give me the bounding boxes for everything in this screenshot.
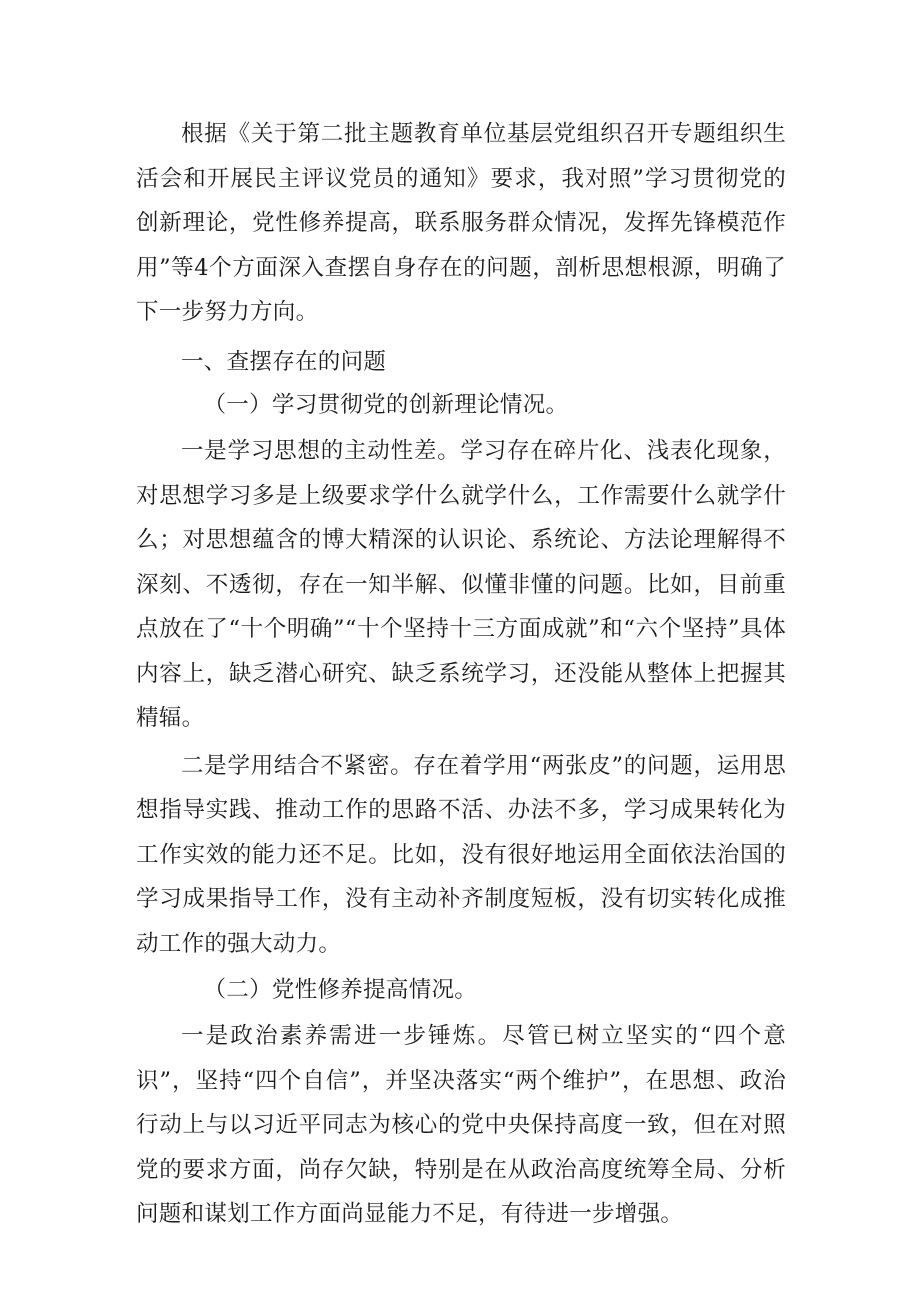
subsection-1-paragraph-2: 二是学用结合不紧密。存在着学用“两张皮”的问题，运用思想指导实践、推动工作的思路不活、办法不多，学习成果转化为工作实效的能力还不足。比如，没有很好地运用全面依法治国的学习成果指导工作，没有主动补齐制度短板，没有切实转化成推动工作的强大动力。 xyxy=(136,752,786,957)
subsection-heading-2: （二）党性修养提高情况。 xyxy=(203,977,478,1003)
section-heading-1: 一、查摆存在的问题 xyxy=(181,348,387,375)
intro-paragraph: 根据《关于第二批主题教育单位基层党组织召开专题组织生活会和开展民主评议党员的通知》要求，我对照”学习贯彻党的创新理论，党性修养提高，联系服务群众情况，发挥先锋模范作用”等4个方面深入查摆自身存在的问题，剖析思想根源，明确了下一步努力方向。 xyxy=(136,121,786,325)
subsection-1-paragraph-1: 一是学习思想的主动性差。学习存在碎片化、浅表化现象，对思想学习多是上级要求学什么就学什么，工作需要什么就学什么；对思想蕴含的博大精深的认识论、系统论、方法论理解得不深刻、不透彻，存在一知半解、似懂非懂的问题。比如，目前重点放在了“十个明确”“十个坚持十三方面成就”和“六个坚持”具体内容上，缺乏潜心研究、缺乏系统学习，还没能从整体上把握其精辐。 xyxy=(136,438,786,731)
subsection-heading-1: （一）学习贯彻党的创新理论情况。 xyxy=(203,392,569,418)
subsection-2-paragraph-1: 一是政治素养需进一步锤炼。尽管已树立坚实的“四个意识”，坚持“四个自信”，并坚决落实“两个维护”，在思想、政治行动上与以习近平同志为核心的党中央保持高度一致，但在对照党的要求方面，尚存欠缺，特别是在从政治高度统筹全局、分析问题和谋划工作方面尚显能力不足，有待进一步增强。 xyxy=(136,1023,786,1227)
document-body xyxy=(136,112,786,1237)
